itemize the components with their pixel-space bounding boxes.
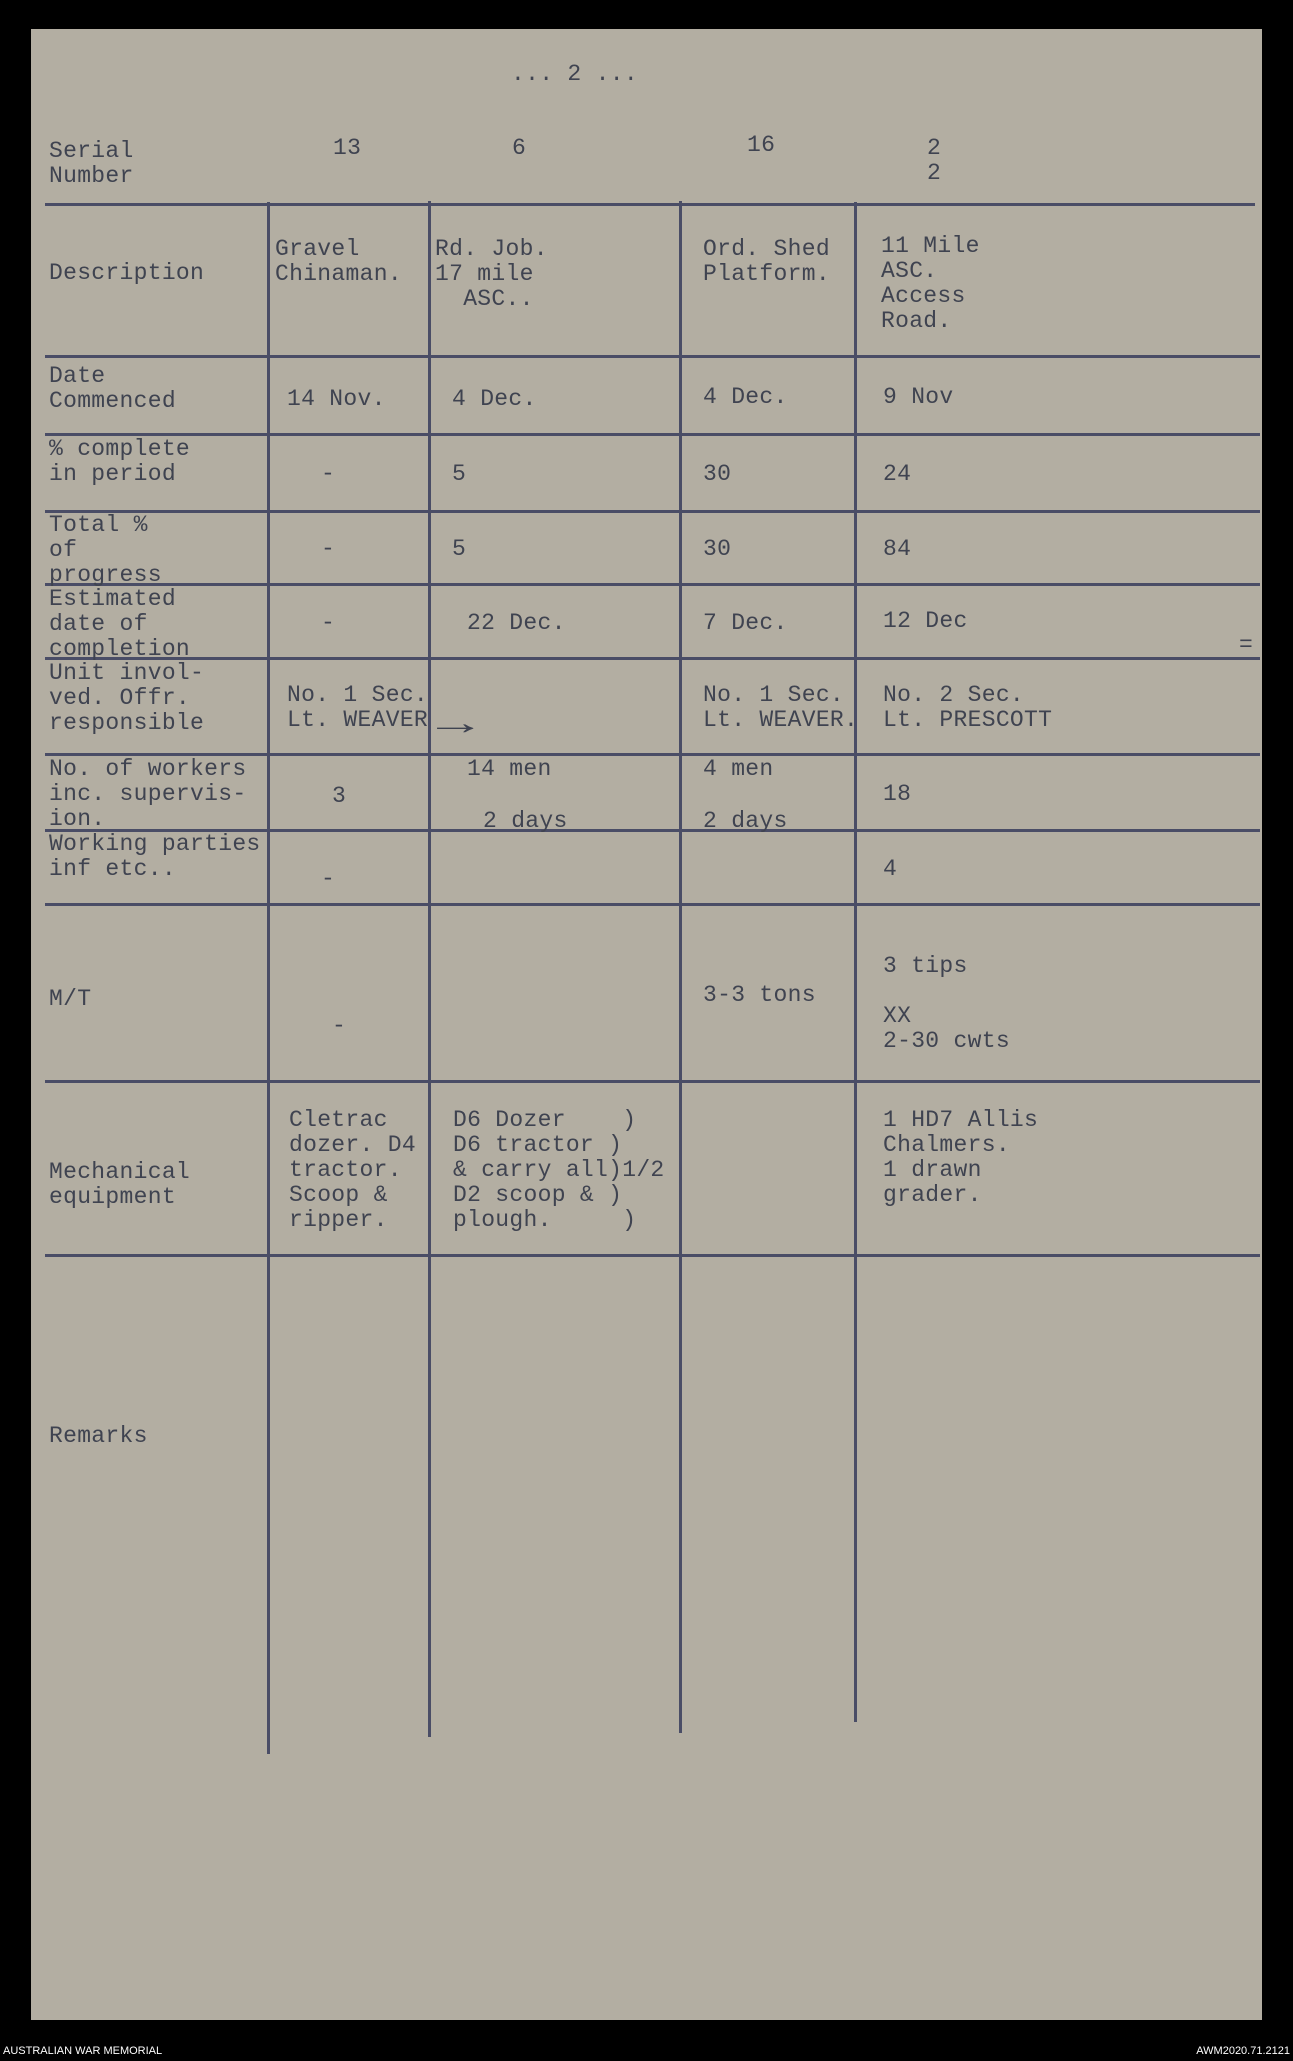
row-label-est-date: Estimated date of completion <box>49 586 191 662</box>
column-divider <box>428 201 431 1737</box>
col3-pct-period: 30 <box>703 461 732 487</box>
col3-workers-men: 4 men <box>703 756 774 782</box>
col4-unit: No. 2 Sec. Lt. PRESCOTT <box>883 682 1053 733</box>
col1-date-commenced: 14 Nov. <box>287 386 386 412</box>
col2-est-date: 22 Dec. <box>467 610 566 636</box>
row-label-date-commenced: Date Commenced <box>49 363 176 414</box>
col1-working-parties: - <box>321 866 336 892</box>
col4-mt: 3 tips XX 2-30 cwts <box>883 953 1010 1054</box>
col2-workers-days: 2 days <box>483 808 568 834</box>
col1-description: Gravel Chinaman. <box>275 236 402 287</box>
col4-working-parties: 4 <box>883 856 898 882</box>
col2-workers-men: 14 men <box>467 756 552 782</box>
row-label-pct-period: % complete in period <box>49 436 191 487</box>
col3-serial: 16 <box>747 132 776 158</box>
col4-date-commenced: 9 Nov <box>883 384 954 410</box>
row-label-mt: M/T <box>49 986 92 1012</box>
col1-mech: Cletrac dozer. D4 tractor. Scoop & ripper. <box>289 1107 416 1233</box>
col3-mt: 3-3 tons <box>703 982 816 1008</box>
col2-mech: D6 Dozer ) D6 tractor ) & carry all)1/2 D2 scoop & ) plough. ) <box>453 1107 665 1233</box>
col2-date-commenced: 4 Dec. <box>452 386 537 412</box>
col1-workers: 3 <box>332 783 347 809</box>
row-divider <box>45 203 1255 206</box>
col3-description: Ord. Shed Platform. <box>703 236 830 287</box>
col2-description: Rd. Job. 17 mile ASC.. <box>435 236 548 312</box>
row-label-serial: Serial Number <box>49 138 134 189</box>
row-divider <box>45 657 1260 660</box>
row-label-remarks: Remarks <box>49 1423 148 1449</box>
row-divider <box>45 1254 1260 1257</box>
row-divider <box>45 903 1260 906</box>
column-divider <box>854 202 857 1722</box>
row-label-workers: No. of workers inc. supervis- ion. <box>49 756 247 832</box>
col3-date-commenced: 4 Dec. <box>703 384 788 410</box>
row-divider <box>45 510 1260 513</box>
col1-est-date: - <box>321 610 336 636</box>
col1-mt: - <box>332 1013 347 1039</box>
footer-left: AUSTRALIAN WAR MEMORIAL <box>3 2045 163 2057</box>
col1-unit: No. 1 Sec. Lt. WEAVER <box>287 682 429 733</box>
row-divider <box>45 1080 1260 1083</box>
col4-mech: 1 HD7 Allis Chalmers. 1 drawn grader. <box>883 1107 1039 1208</box>
margin-mark: = <box>1239 632 1254 658</box>
col2-pct-period: 5 <box>452 461 467 487</box>
col1-serial: 13 <box>333 135 362 161</box>
col4-description: 11 Mile ASC. Access Road. <box>881 233 980 334</box>
row-divider <box>45 433 1260 436</box>
col1-total-pct: - <box>321 536 336 562</box>
col2-total-pct: 5 <box>452 536 467 562</box>
footer-right: AWM2020.71.2121 <box>1196 2045 1290 2057</box>
row-label-description: Description <box>49 260 205 286</box>
col3-total-pct: 30 <box>703 536 732 562</box>
document-page <box>31 29 1262 2020</box>
col1-pct-period: - <box>321 461 336 487</box>
col2-serial: 6 <box>512 135 527 161</box>
column-divider <box>267 202 270 1754</box>
row-divider <box>45 355 1260 358</box>
col4-pct-period: 24 <box>883 461 912 487</box>
row-label-unit: Unit invol- ved. Offr. responsible <box>49 660 205 736</box>
row-divider <box>45 583 1260 586</box>
col4-workers: 18 <box>883 781 912 807</box>
row-label-mech: Mechanical equipment <box>49 1159 191 1210</box>
col3-workers-days: 2 days <box>703 808 788 834</box>
col4-total-pct: 84 <box>883 536 912 562</box>
page-number: ... 2 ... <box>511 61 638 87</box>
column-divider <box>679 201 682 1733</box>
col3-unit: No. 1 Sec. Lt. WEAVER. <box>703 682 859 733</box>
col4-serial: 2 2 <box>927 135 942 186</box>
col3-est-date: 7 Dec. <box>703 610 788 636</box>
col4-est-date: 12 Dec <box>883 608 968 634</box>
row-label-working-parties: Working parties inf etc.. <box>49 831 261 882</box>
col2-unit-arrow: → <box>437 707 475 745</box>
row-label-total-pct: Total % of progress <box>49 512 162 588</box>
